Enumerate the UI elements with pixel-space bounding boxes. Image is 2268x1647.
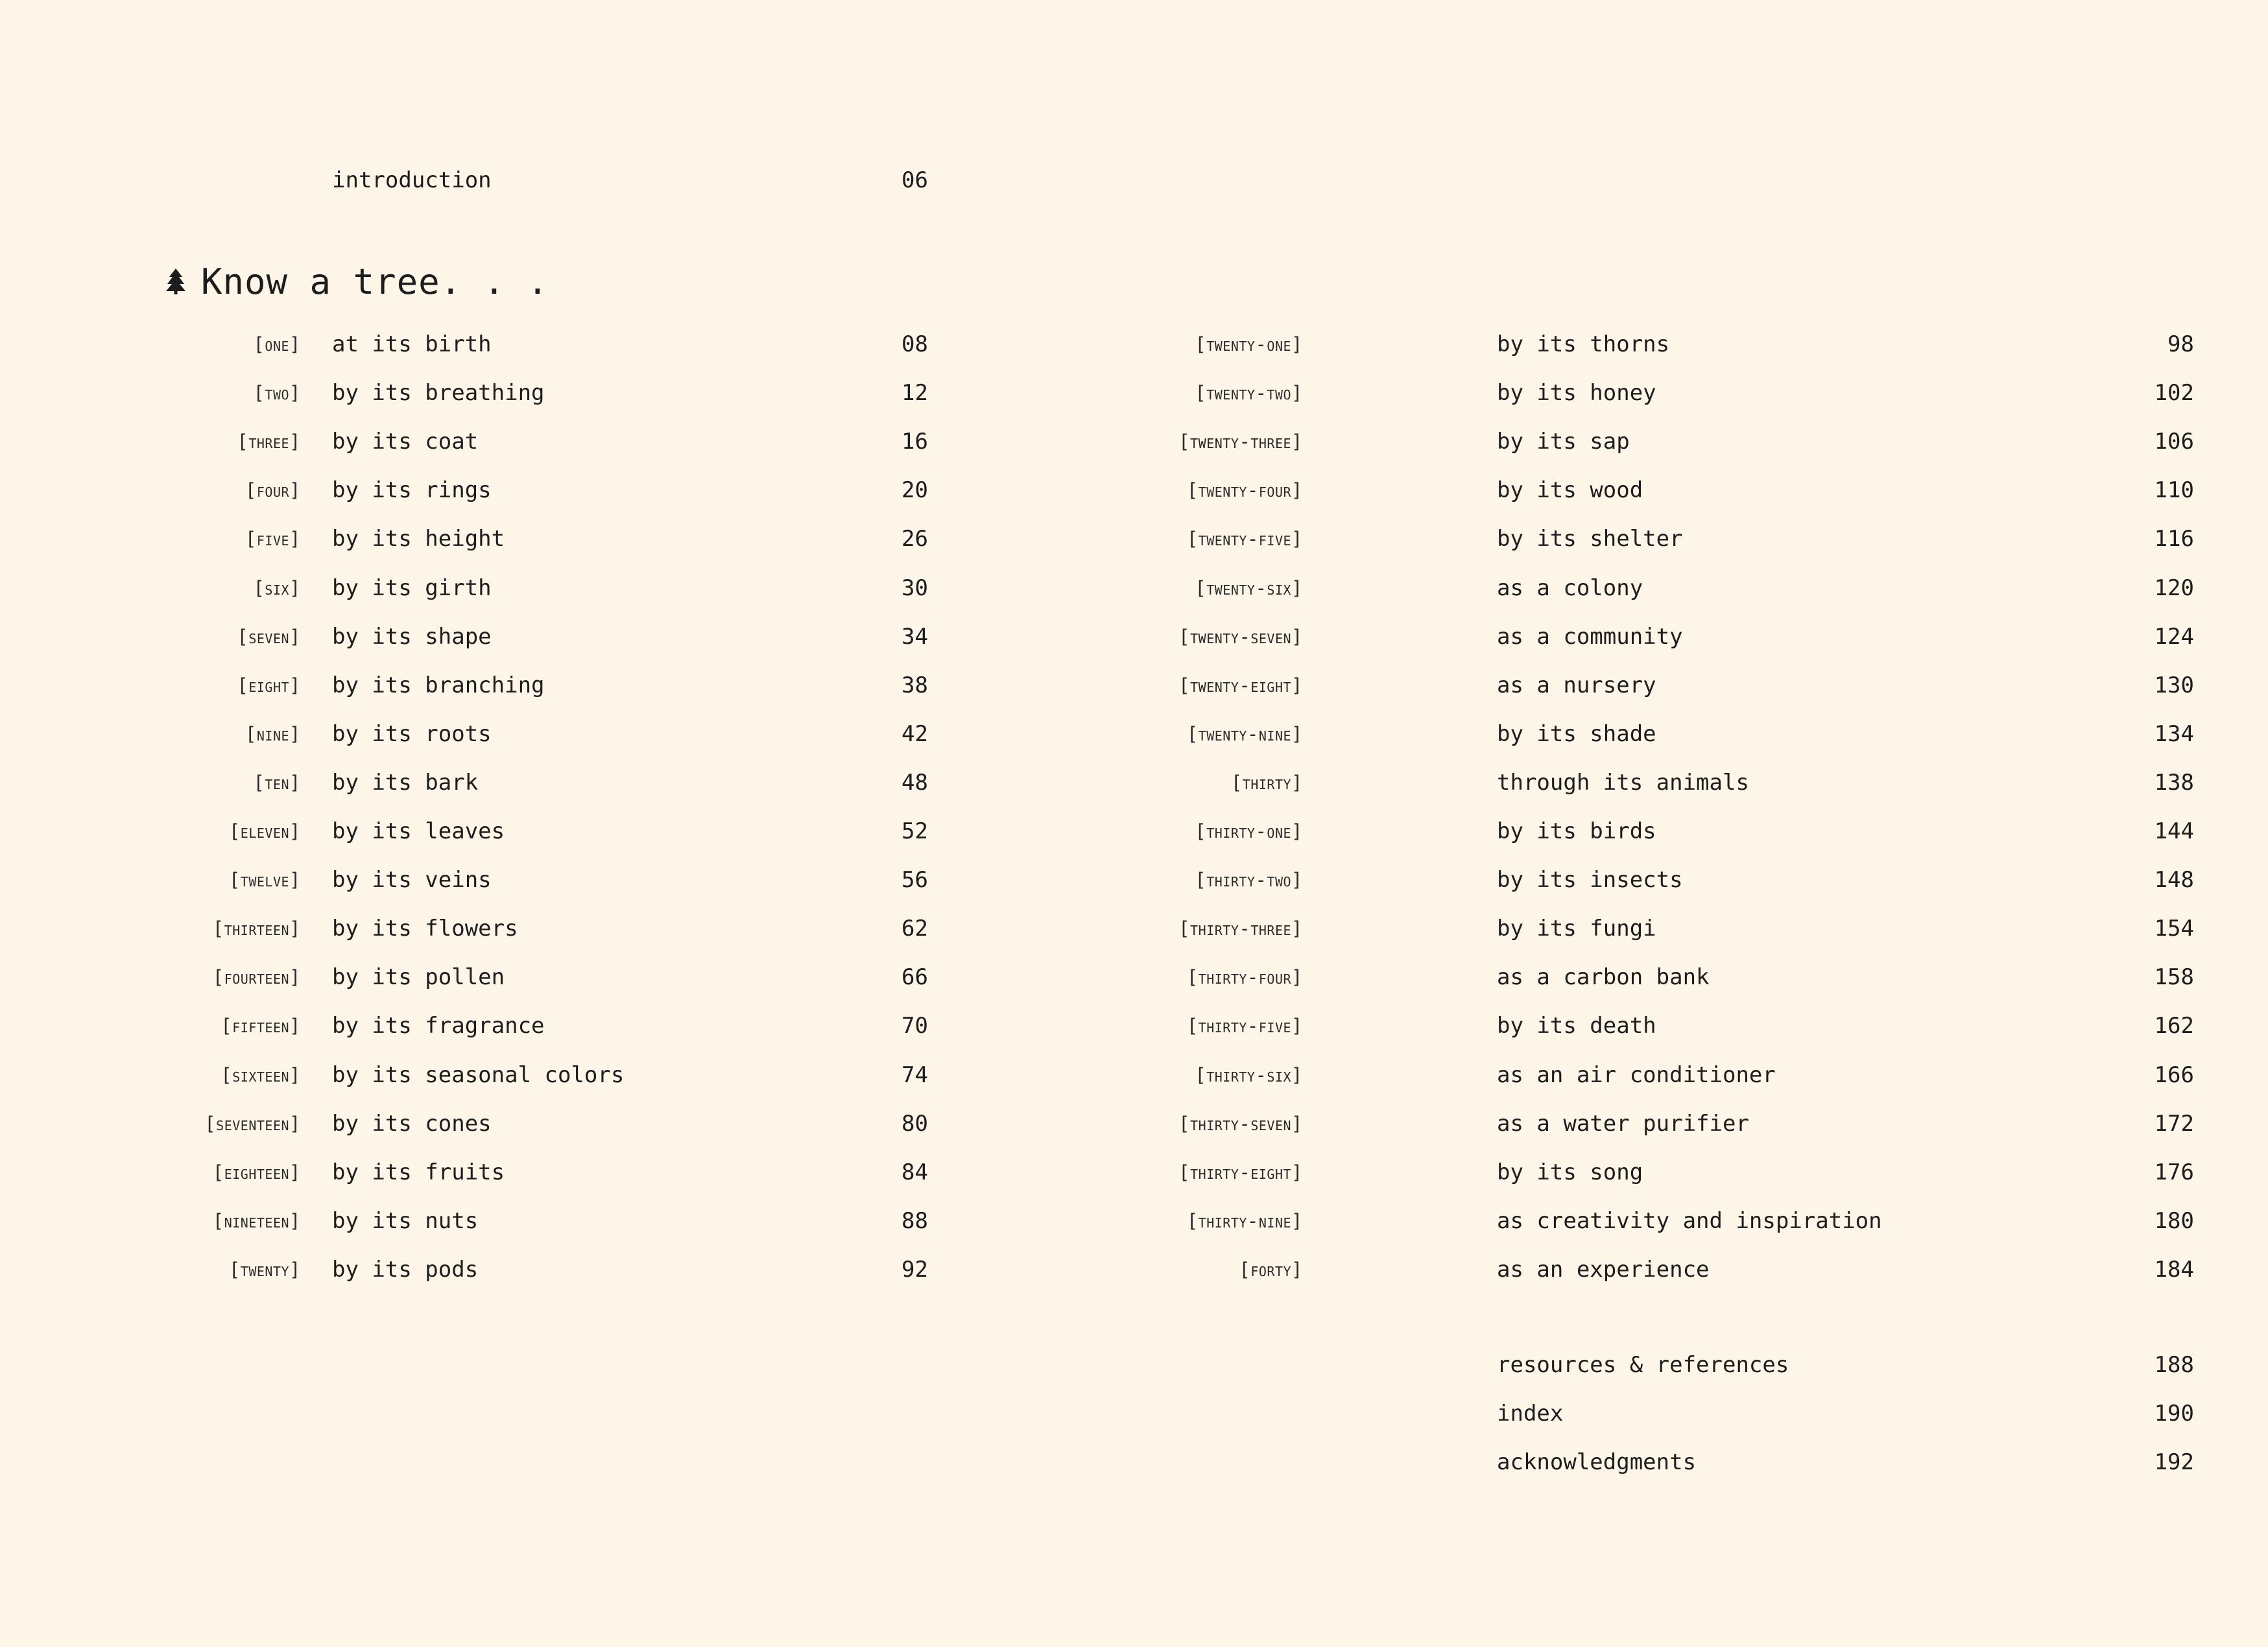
entry-title: by its bark: [332, 769, 479, 796]
toc-entry[interactable]: [1134, 320, 2268, 369]
toc-entry[interactable]: [1134, 418, 2268, 466]
entry-title: introduction: [332, 167, 492, 193]
entry-title: as a carbon bank: [1497, 964, 1710, 991]
entry-number: [eight]: [237, 674, 301, 696]
toc-entry[interactable]: [0, 515, 1134, 563]
toc-entry[interactable]: [1134, 856, 2268, 905]
entry-page: 180: [2154, 1207, 2194, 1234]
entry-number: [nine]: [245, 722, 301, 745]
entry-number: [thirty-seven]: [1178, 1112, 1303, 1135]
entry-title: by its honey: [1497, 380, 1656, 407]
entry-title: index: [1497, 1401, 1564, 1427]
toc-entry[interactable]: [0, 466, 1134, 515]
entry-number: [thirty]: [1230, 771, 1303, 794]
entry-page: 34: [901, 623, 928, 650]
toc-entry[interactable]: [1134, 466, 2268, 515]
entry-title: by its nuts: [332, 1207, 479, 1234]
toc-entry[interactable]: [0, 1148, 1134, 1197]
entry-number: [twenty-three]: [1178, 431, 1303, 453]
entry-title: by its death: [1497, 1013, 1656, 1039]
entry-page: 144: [2154, 818, 2194, 844]
entry-title: by its flowers: [332, 916, 518, 942]
entry-page: 176: [2154, 1159, 2194, 1185]
entry-page: 16: [901, 429, 928, 455]
toc-entry[interactable]: [1134, 564, 2268, 613]
entry-title: by its pods: [332, 1256, 479, 1283]
toc-entry[interactable]: [0, 905, 1134, 953]
toc-entry[interactable]: [1134, 1148, 2268, 1197]
entry-title: by its sap: [1497, 429, 1630, 455]
entry-page: 184: [2154, 1256, 2194, 1283]
entry-title: resources & references: [1497, 1352, 1789, 1378]
entry-page: 106: [2154, 429, 2194, 455]
entry-number: [twenty-two]: [1195, 382, 1303, 405]
entry-number: [fourteen]: [212, 966, 301, 989]
toc-entry[interactable]: [1134, 759, 2268, 807]
toc-entry[interactable]: [1134, 515, 2268, 563]
section-heading-text: Know a tree. . .: [201, 261, 549, 302]
entry-number: [thirteen]: [212, 918, 301, 940]
entry-page: 120: [2154, 575, 2194, 601]
entry-page: 166: [2154, 1061, 2194, 1088]
entry-title: by its veins: [332, 867, 492, 894]
toc-entry-introduction[interactable]: [0, 156, 1134, 205]
entry-number: [twelve]: [228, 869, 301, 892]
toc-entry[interactable]: [0, 807, 1134, 856]
entry-number: [thirty-one]: [1195, 820, 1303, 842]
entry-page: 188: [2154, 1352, 2194, 1378]
toc-entry[interactable]: [0, 564, 1134, 613]
entry-number: [twenty-six]: [1195, 576, 1303, 599]
toc-entry[interactable]: [0, 613, 1134, 661]
entry-number: [fifteen]: [221, 1015, 301, 1037]
entry-number: [sixteen]: [221, 1063, 301, 1086]
entry-number: [seven]: [237, 625, 301, 648]
entry-page: 158: [2154, 964, 2194, 991]
entry-title: by its seasonal colors: [332, 1061, 625, 1088]
entry-number: [twenty-five]: [1186, 528, 1303, 551]
entry-page: 92: [901, 1256, 928, 1283]
toc-entry[interactable]: [1134, 1002, 2268, 1050]
toc-entry[interactable]: [0, 369, 1134, 418]
entry-number: [two]: [253, 382, 301, 405]
toc-entry[interactable]: [0, 759, 1134, 807]
entry-number: [three]: [237, 431, 301, 453]
entry-page: 56: [901, 867, 928, 894]
toc-entry[interactable]: [1134, 1341, 2268, 1390]
entry-title: by its shade: [1497, 720, 1656, 747]
toc-entry[interactable]: [1134, 1197, 2268, 1246]
toc-entry[interactable]: [0, 1100, 1134, 1148]
entry-page: 80: [901, 1110, 928, 1137]
entry-page: 08: [901, 331, 928, 357]
toc-entry[interactable]: [0, 320, 1134, 369]
entry-title: by its roots: [332, 720, 492, 747]
entry-page: 138: [2154, 769, 2194, 796]
entry-title: as a nursery: [1497, 672, 1656, 698]
entry-page: 42: [901, 720, 928, 747]
entry-title: by its leaves: [332, 818, 505, 844]
entry-title: by its insects: [1497, 867, 1683, 894]
entry-page: 110: [2154, 477, 2194, 504]
toc-entry[interactable]: [1134, 1051, 2268, 1100]
toc-entry[interactable]: [0, 710, 1134, 759]
toc-entry[interactable]: [1134, 1390, 2268, 1438]
entry-page: 06: [901, 167, 928, 193]
entry-page: 30: [901, 575, 928, 601]
entry-number: [twenty-seven]: [1178, 625, 1303, 648]
section-heading: [166, 255, 549, 307]
entry-number: [thirty-four]: [1186, 966, 1303, 989]
toc-entry[interactable]: [1134, 369, 2268, 418]
entry-page: 38: [901, 672, 928, 698]
entry-title: as an air conditioner: [1497, 1061, 1776, 1088]
toc-entry[interactable]: [1134, 953, 2268, 1002]
toc-entry[interactable]: [0, 661, 1134, 710]
entry-page: 124: [2154, 623, 2194, 650]
entry-page: 130: [2154, 672, 2194, 698]
entry-number: [eighteen]: [212, 1161, 301, 1183]
entry-title: by its thorns: [1497, 331, 1670, 357]
entry-title: by its birds: [1497, 818, 1656, 844]
entry-title: by its wood: [1497, 477, 1643, 504]
toc-entry[interactable]: [0, 1246, 1134, 1294]
entry-number: [thirty-nine]: [1186, 1209, 1303, 1232]
toc-entry[interactable]: [1134, 1246, 2268, 1294]
entry-page: 12: [901, 380, 928, 407]
toc-entry[interactable]: [0, 418, 1134, 466]
entry-number: [twenty-one]: [1195, 333, 1303, 355]
entry-number: [twenty-nine]: [1186, 722, 1303, 745]
toc-entry[interactable]: [1134, 710, 2268, 759]
entry-number: [thirty-five]: [1186, 1015, 1303, 1037]
entry-number: [thirty-two]: [1195, 869, 1303, 892]
entry-title: by its breathing: [332, 380, 545, 407]
entry-page: 52: [901, 818, 928, 844]
toc-entry[interactable]: [0, 856, 1134, 905]
entry-title: by its rings: [332, 477, 492, 504]
toc-entry[interactable]: [0, 1051, 1134, 1100]
entry-page: 70: [901, 1013, 928, 1039]
entry-title: as a water purifier: [1497, 1110, 1749, 1137]
entry-page: 162: [2154, 1013, 2194, 1039]
entry-number: [seventeen]: [204, 1112, 301, 1135]
entry-title: by its height: [332, 526, 505, 552]
entry-page: 48: [901, 769, 928, 796]
entry-page: 172: [2154, 1110, 2194, 1137]
toc-entry[interactable]: [1134, 1438, 2268, 1487]
entry-page: 154: [2154, 916, 2194, 942]
entry-title: by its coat: [332, 429, 479, 455]
toc-entry[interactable]: [1134, 1100, 2268, 1148]
entry-number: [forty]: [1239, 1258, 1303, 1281]
entry-page: 26: [901, 526, 928, 552]
entry-title: by its girth: [332, 575, 492, 601]
entry-title: by its fruits: [332, 1159, 505, 1185]
entry-title: by its fungi: [1497, 916, 1656, 942]
entry-title: at its birth: [332, 331, 492, 357]
toc-entry[interactable]: [1134, 807, 2268, 856]
entry-number: [ten]: [253, 771, 301, 794]
entry-title: as a colony: [1497, 575, 1643, 601]
entry-number: [four]: [245, 479, 301, 502]
entry-page: 66: [901, 964, 928, 991]
entry-title: acknowledgments: [1497, 1449, 1697, 1476]
entry-number: [thirty-eight]: [1178, 1161, 1303, 1183]
entry-number: [thirty-three]: [1178, 918, 1303, 940]
entry-title: by its shape: [332, 623, 492, 650]
toc-entry[interactable]: [1134, 905, 2268, 953]
entry-number: [twenty]: [228, 1258, 301, 1281]
entry-title: by its pollen: [332, 964, 505, 991]
entry-number: [eleven]: [228, 820, 301, 842]
entry-title: by its shelter: [1497, 526, 1683, 552]
toc-entry[interactable]: [0, 1197, 1134, 1246]
entry-page: 84: [901, 1159, 928, 1185]
entry-page: 98: [2167, 331, 2194, 357]
entry-number: [six]: [253, 576, 301, 599]
entry-title: by its fragrance: [332, 1013, 545, 1039]
entry-number: [nineteen]: [212, 1209, 301, 1232]
entry-number: [twenty-four]: [1186, 479, 1303, 502]
entry-number: [one]: [253, 333, 301, 355]
entry-number: [five]: [245, 528, 301, 551]
entry-page: 148: [2154, 867, 2194, 894]
toc-entry[interactable]: [0, 1002, 1134, 1050]
entry-page: 62: [901, 916, 928, 942]
entry-title: by its song: [1497, 1159, 1643, 1185]
entry-page: 116: [2154, 526, 2194, 552]
toc-entry[interactable]: [0, 953, 1134, 1002]
entry-title: by its branching: [332, 672, 545, 698]
entry-page: 20: [901, 477, 928, 504]
entry-title: by its cones: [332, 1110, 492, 1137]
entry-page: 88: [901, 1207, 928, 1234]
toc-entry[interactable]: [1134, 613, 2268, 661]
entry-page: 102: [2154, 380, 2194, 407]
toc-entry[interactable]: [1134, 661, 2268, 710]
entry-number: [twenty-eight]: [1178, 674, 1303, 696]
entry-page: 192: [2154, 1449, 2194, 1476]
entry-title: as an experience: [1497, 1256, 1710, 1283]
entry-title: as creativity and inspiration: [1497, 1207, 1882, 1234]
entry-page: 190: [2154, 1401, 2194, 1427]
entry-title: as a community: [1497, 623, 1683, 650]
entry-number: [thirty-six]: [1195, 1063, 1303, 1086]
entry-page: 74: [901, 1061, 928, 1088]
entry-page: 134: [2154, 720, 2194, 747]
entry-title: through its animals: [1497, 769, 1749, 796]
tree-icon: [166, 268, 185, 294]
